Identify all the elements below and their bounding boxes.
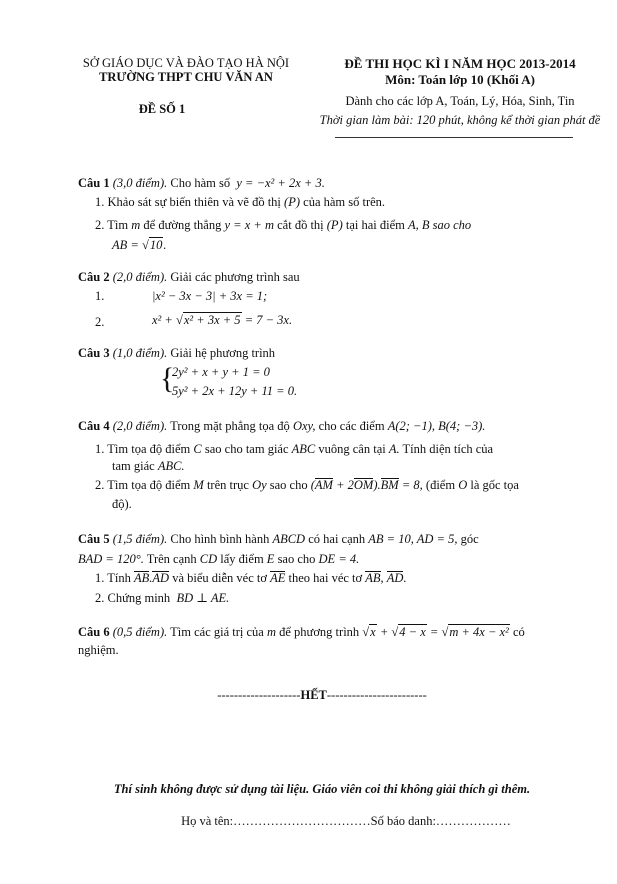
q4-item2-text-b: trên trục bbox=[206, 478, 249, 492]
q6-equation: √x + √4 − x = √m + 4x − x² bbox=[362, 625, 509, 639]
q1-item1-text: Khảo sát sự biến thiên và vẽ đồ thị bbox=[107, 195, 281, 209]
q4-item2-text-c: sao cho bbox=[269, 478, 308, 492]
q1-item2-text-a: Tìm bbox=[107, 218, 129, 232]
q3-equation-2: 5y² + 2x + 12y + 11 = 0. bbox=[172, 384, 298, 398]
q5-item1-text-c: theo hai véc tơ bbox=[288, 571, 363, 585]
q5-item1-number: 1. bbox=[95, 571, 105, 585]
q1-var-m: m bbox=[131, 218, 141, 232]
q4-vector-expression: (AM + 2OM).BM = 8, bbox=[310, 478, 423, 492]
q5-item1-text-b: và biểu diễn véc tơ bbox=[172, 571, 267, 585]
q4-item2-number: 2. bbox=[95, 478, 105, 492]
duration-line: Thời gian làm bài: 120 phút, không kể thời gian phát đề bbox=[319, 113, 601, 127]
q4-item1-number: 1. bbox=[95, 442, 105, 456]
q1-graph-p: (P) bbox=[284, 195, 301, 209]
q4-item1-text-d: Tính diện tích của bbox=[402, 442, 494, 456]
q6-points: (0,5 điểm). bbox=[112, 625, 168, 639]
q5-dot-product: AB.AD bbox=[134, 571, 170, 585]
q3-equation-1: 2y² + x + y + 1 = 0 bbox=[172, 365, 270, 379]
q4-item2-line2: độ). bbox=[112, 497, 132, 511]
q5-line-2 bbox=[78, 552, 359, 567]
q5-intro: Cho hình bình hành bbox=[170, 532, 270, 546]
q2-points: (2,0 điểm). bbox=[112, 270, 168, 284]
q5-line2-text-c: sao cho bbox=[277, 552, 316, 566]
q5-label: Câu 5 bbox=[78, 532, 110, 546]
q5-side-cd: CD bbox=[199, 552, 218, 566]
q1-item2-number: 2. bbox=[95, 218, 105, 232]
q5-points: (1,5 điểm). bbox=[112, 532, 168, 546]
q6-intro-c: có bbox=[512, 625, 525, 639]
q3-points: (1,0 điểm). bbox=[112, 346, 168, 360]
q1-item2-text-d: tại hai điểm bbox=[345, 218, 405, 232]
q5-intro-b: có hai cạnh bbox=[308, 532, 366, 546]
footer-note: Thí sinh không được sử dụng tài liệu. Giáo viên coi thi không giải thích gì thêm. bbox=[113, 782, 531, 796]
q5-perpendicular: BD ⊥ AE. bbox=[173, 591, 230, 605]
q1-label: Câu 1 bbox=[78, 176, 110, 190]
question-6 bbox=[78, 625, 525, 640]
q1-item1-end: của hàm số trên. bbox=[303, 195, 386, 209]
q1-item2-text-b: để đường thẳng bbox=[143, 218, 222, 232]
q5-vector-ae: AE bbox=[270, 571, 286, 585]
q1-item1-number: 1. bbox=[95, 195, 105, 209]
q5-sides: AB = 10, AD = 5, bbox=[368, 532, 458, 546]
q6-intro: Tìm các giá trị của bbox=[170, 625, 264, 639]
q5-vectors-ab-ad: AB, AD. bbox=[365, 571, 407, 585]
q1-item-2 bbox=[95, 218, 471, 233]
q5-line2-text-b: lấy điểm bbox=[220, 552, 264, 566]
exam-code: ĐỀ SỐ 1 bbox=[138, 102, 186, 116]
q5-angle: BAD = 120°. bbox=[78, 552, 144, 566]
q4-item1-text-b: sao cho tam giác bbox=[204, 442, 289, 456]
audience-line: Dành cho các lớp A, Toán, Lý, Hóa, Sinh, Tin bbox=[345, 94, 575, 108]
q4-item2-text-e: là gốc tọa bbox=[470, 478, 519, 492]
subject-line: Môn: Toán lớp 10 (Khối A) bbox=[385, 72, 535, 87]
q2-equation-1: |x² − 3x − 3| + 3x = 1; bbox=[152, 289, 268, 303]
q5-item2-number: 2. bbox=[95, 591, 105, 605]
q1-ab-condition: AB = √10. bbox=[112, 238, 167, 252]
q1-item-1 bbox=[95, 195, 385, 210]
q3-label: Câu 3 bbox=[78, 346, 110, 360]
q4-points-ab: A(2; −1), B(4; −3). bbox=[387, 419, 486, 433]
candidate-info-line: Họ và tên:……………………………Số báo danh:……………… bbox=[181, 814, 511, 828]
q5-item2-text-a: Chứng minh bbox=[107, 591, 171, 605]
q5-intro-c: góc bbox=[460, 532, 479, 546]
q6-var-m: m bbox=[266, 625, 276, 639]
q5-item-2 bbox=[95, 590, 229, 606]
q1-intro: Cho hàm số bbox=[170, 176, 231, 190]
end-marker bbox=[217, 688, 427, 703]
q2-item1-number: 1. bbox=[95, 289, 105, 303]
question-4 bbox=[78, 419, 485, 434]
header-underline bbox=[335, 137, 573, 138]
question-2 bbox=[78, 270, 300, 285]
q5-item1-text-a: Tính bbox=[107, 571, 131, 585]
q1-line-formula: y = x + m bbox=[224, 218, 274, 232]
question-5 bbox=[78, 532, 479, 547]
q5-item-1 bbox=[95, 571, 407, 586]
q4-item-1 bbox=[95, 442, 493, 457]
q4-point-a: A. bbox=[388, 442, 400, 456]
q2-label: Câu 2 bbox=[78, 270, 110, 284]
q4-point-o: O bbox=[458, 478, 468, 492]
q3-intro: Giải hệ phương trình bbox=[170, 346, 276, 360]
q4-abc-2: ABC. bbox=[157, 459, 185, 473]
q4-item2-text-d: (điểm bbox=[425, 478, 456, 492]
q4-points: (2,0 điểm). bbox=[112, 419, 168, 433]
end-dashes-right: ------------------------ bbox=[326, 688, 427, 702]
department-name: SỞ GIÁO DỤC VÀ ĐÀO TẠO HÀ NỘI bbox=[82, 56, 290, 70]
q4-intro: Trong mặt phẳng tọa độ bbox=[170, 419, 290, 433]
q4-intro-b: cho các điểm bbox=[318, 419, 385, 433]
q1-points: (3,0 điểm). bbox=[112, 176, 168, 190]
q4-oxy: Oxy, bbox=[292, 419, 316, 433]
q4-abc: ABC bbox=[291, 442, 316, 456]
q5-de: DE = 4. bbox=[318, 552, 360, 566]
q4-item-2 bbox=[95, 478, 519, 493]
school-name: TRƯỜNG THPT CHU VĂN AN bbox=[99, 70, 273, 84]
q4-label: Câu 4 bbox=[78, 419, 110, 433]
q2-item2-number: 2. bbox=[95, 315, 105, 329]
exam-title: ĐỀ THI HỌC KÌ I NĂM HỌC 2013-2014 bbox=[344, 56, 576, 71]
q1-graph-p2: (P) bbox=[326, 218, 343, 232]
q2-equation-2: x² + √x² + 3x + 5 = 7 − 3x. bbox=[152, 313, 293, 327]
q1-function-formula: y = −x² + 2x + 3. bbox=[233, 176, 325, 190]
end-word: HẾT bbox=[300, 688, 327, 702]
q4-item1-text-c: vuông cân tại bbox=[318, 442, 386, 456]
q5-line2-text-a: Trên cạnh bbox=[146, 552, 197, 566]
q5-abcd: ABCD bbox=[272, 532, 306, 546]
end-dashes-left: -------------------- bbox=[217, 688, 301, 702]
q1-points-ab: A, B sao cho bbox=[408, 218, 472, 232]
q2-intro: Giải các phương trình sau bbox=[170, 270, 300, 284]
q6-intro-b: để phương trình bbox=[279, 625, 360, 639]
q4-item2-text-a: Tìm tọa độ điểm bbox=[107, 478, 191, 492]
q4-item1-text-a: Tìm tọa độ điểm bbox=[107, 442, 191, 456]
question-1 bbox=[78, 176, 325, 191]
q4-point-m: M bbox=[193, 478, 204, 492]
q1-item2-text-c: cắt đồ thị bbox=[277, 218, 324, 232]
q6-line-2: nghiệm. bbox=[78, 643, 119, 657]
q6-label: Câu 6 bbox=[78, 625, 110, 639]
q4-item1-line2 bbox=[112, 459, 185, 474]
q4-item1-line2-text: tam giác bbox=[112, 459, 155, 473]
q5-point-e: E bbox=[266, 552, 275, 566]
q4-point-c: C bbox=[193, 442, 202, 456]
q4-axis-oy: Oy bbox=[252, 478, 267, 492]
q3-system-brace: { bbox=[160, 362, 175, 395]
question-3 bbox=[78, 346, 275, 361]
